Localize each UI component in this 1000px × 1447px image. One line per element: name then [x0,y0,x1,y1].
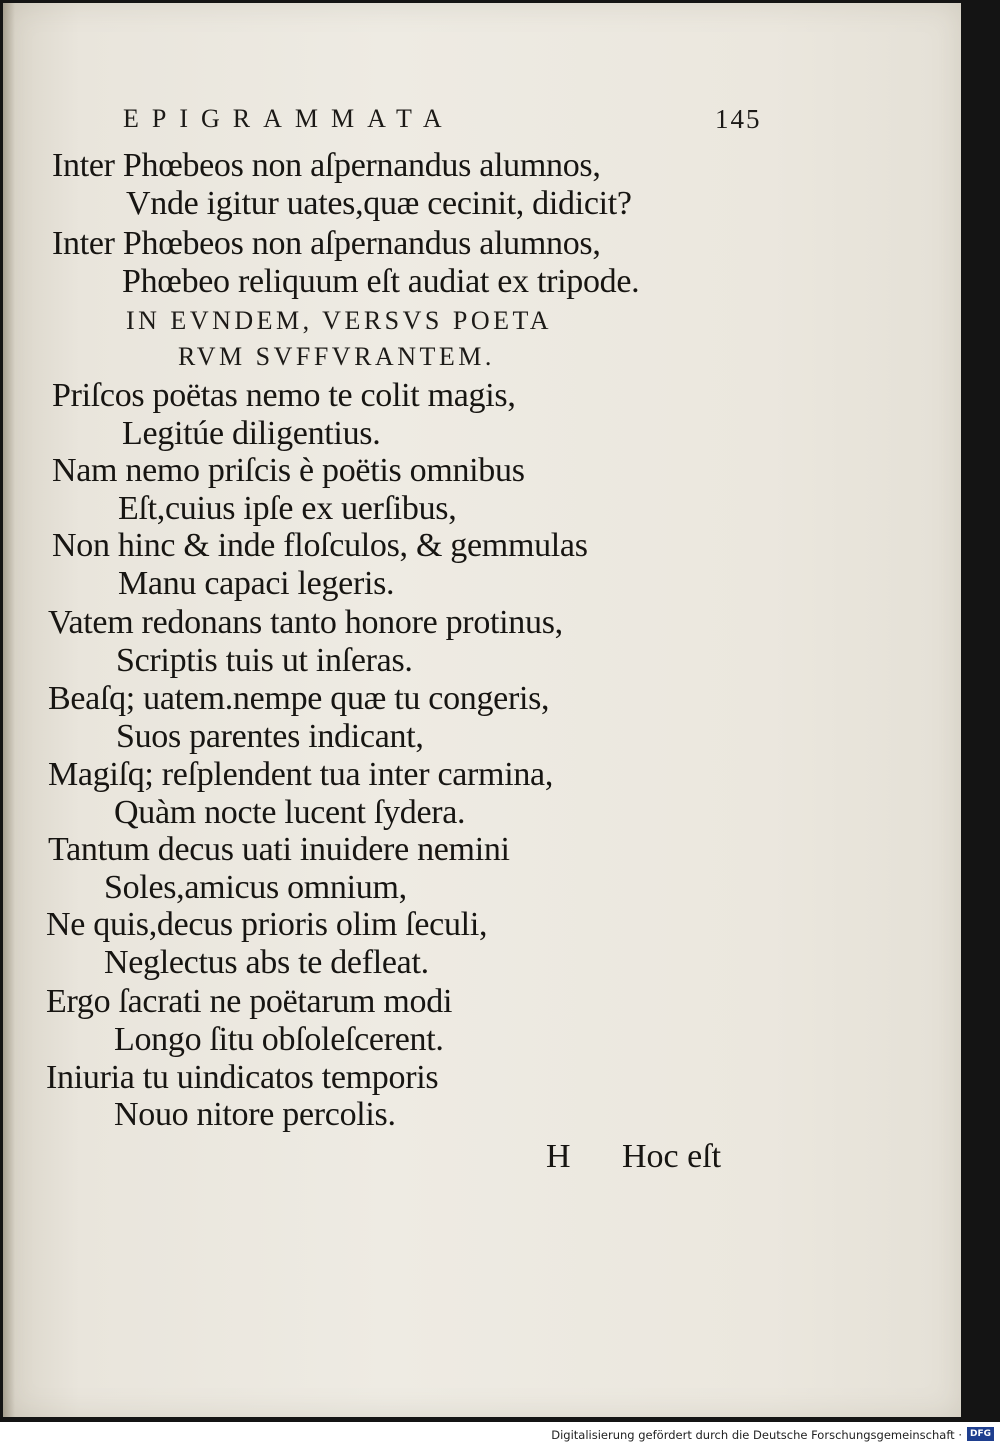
poem-line: Nam nemo priſcis è poëtis omnibus [52,452,525,489]
section-heading-line-2: RVM SVFFVRANTEM. [178,342,495,371]
verse-line: Inter Phœbeos non aſpernandus alumnos, [52,147,601,184]
poem-line: Neglectus abs te defleat. [104,944,429,981]
poem-line: Non hinc & inde floſculos, & gemmulas [52,527,588,564]
verse-line: Vnde igitur uates,quæ cecinit, didicit? [126,185,632,222]
poem-line: Soles,amicus omnium, [104,869,407,906]
poem-line: Priſcos poëtas nemo te colit magis, [52,377,516,414]
poem-line: Beaſq; uatem.nempe quæ tu congeris, [48,680,550,717]
page-number: 145 [715,104,762,134]
running-title: EPIGRAMMATA [123,104,455,133]
poem-line: Legitúe diligentius. [122,415,381,452]
poem-line: Magiſq; reſplendent tua inter carmina, [48,756,554,793]
dfg-logo: DFG [967,1427,994,1441]
poem-line: Nouo nitore percolis. [114,1096,396,1133]
signature-mark: H [546,1138,571,1175]
poem-line: Iniuria tu uindicatos temporis [46,1059,439,1096]
poem-line: Tantum decus uati inuidere nemini [48,831,510,868]
funding-credit: Digitalisierung gefördert durch die Deutsche Forschungsgemeinschaft · [551,1428,962,1442]
verse-line: Inter Phœbeos non aſpernandus alumnos, [52,225,601,262]
poem-line: Suos parentes indicant, [116,718,424,755]
poem-line: Ne quis,decus prioris olim ſeculi, [46,906,488,943]
poem-line: Manu capaci legeris. [118,565,395,602]
poem-line: Eſt,cuius ipſe ex uerſibus, [118,490,457,527]
poem-line: Ergo ſacrati ne poëtarum modi [46,983,453,1020]
section-heading-line-1: IN EVNDEM, VERSVS POETA [126,306,553,335]
poem-line: Scriptis tuis ut inſeras. [116,642,413,679]
poem-line: Vatem redonans tanto honore protinus, [48,604,563,641]
poem-line: Longo ſitu obſoleſcerent. [114,1021,444,1058]
catchword: Hoc eſt [622,1138,722,1175]
footer-bar [0,1422,1000,1447]
poem-line: Quàm nocte lucent ſydera. [114,794,466,831]
verse-line: Phœbeo reliquum eſt audiat ex tripode. [122,263,640,300]
